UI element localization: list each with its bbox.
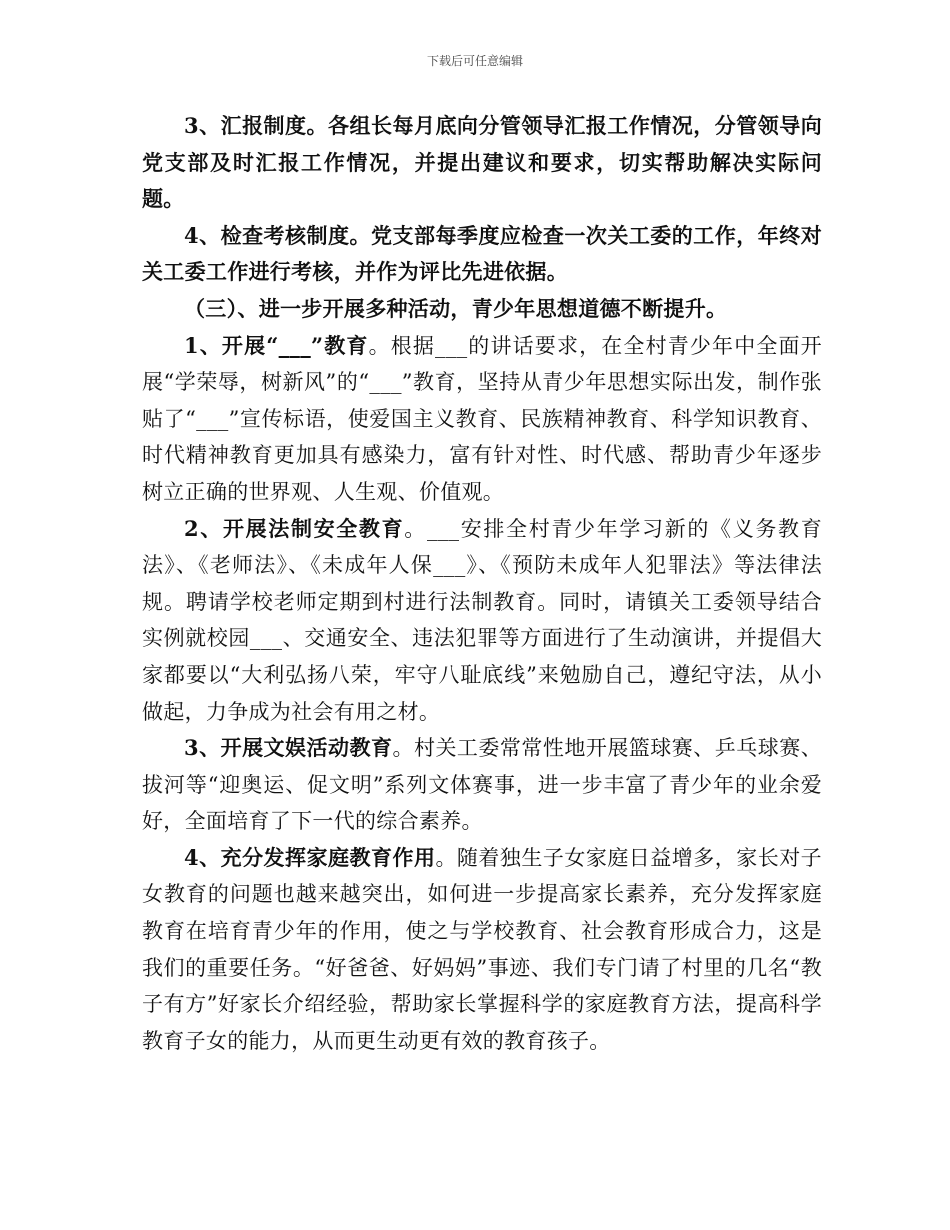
paragraph-legal-education: [142, 511, 822, 731]
paragraph-recreation-education: [142, 730, 822, 840]
document-body: [142, 108, 822, 1059]
paragraph-heading: 2、开展法制安全教育: [184, 515, 405, 541]
paragraph-text: 3、汇报制度。各组长每月底向分管领导汇报工作情况，分管领导向党支部及时汇报工作情况，并提出建议和要求，切实帮助解决实际问题。: [142, 113, 822, 212]
section-heading-text: （三）、进一步开展多种活动，青少年思想道德不断提升。: [184, 295, 728, 321]
paragraph-heading: 1、开展“___”教育: [184, 332, 369, 358]
paragraph-family-education: [142, 840, 822, 1060]
paragraph-text: 。___安排全村青少年学习新的《义务教育法》、《老师法》、《未成年人保___》、《预防未成年人犯罪法》等法律法规。聘请学校老师定期到村进行法制教育。同时，请镇关工委领导结合实例就校园___、交通安全、违法犯罪等方面进行了生动演讲，并提倡大家都要以“大利弘扬八荣，牢守八耻底线”来勉励自己，遵纪守法，从小做起，力争成为社会有用之材。: [142, 516, 822, 724]
paragraph-heading: 3、开展文娱活动教育: [184, 735, 393, 761]
paragraph-heading: 4、充分发挥家庭教育作用: [184, 844, 436, 870]
paragraph-text: 。随着独生子女家庭日益增多，家长对子女教育的问题也越来越突出，如何进一步提高家长素养，充分发挥家庭教育在培育青少年的作用，使之与学校教育、社会教育形成合力，这是我们的重要任务。“好爸爸、好妈妈”事迹、我们专门请了村里的几名“教子有方”好家长介绍经验，帮助家长掌握科学的家庭教育方法，提高科学教育子女的能力，从而更生动更有效的教育孩子。: [142, 845, 822, 1053]
paragraph-inspection-system: [142, 218, 822, 291]
paragraph-reporting-system: [142, 108, 822, 218]
paragraph-text: 4、检查考核制度。党支部每季度应检查一次关工委的工作，年终对关工委工作进行考核，并作为评比先进依据。: [142, 222, 822, 285]
page-header: 下载后可任意编辑: [426, 54, 523, 68]
paragraph-text: 。根据___的讲话要求，在全村青少年中全面开展“学荣辱，树新风”的“___”教育，坚持从青少年思想实际出发，制作张贴了“___”宣传标语，使爱国主义教育、民族精神教育、科学知识教育、时代精神教育更加具有感染力，富有针对性、时代感、帮助青少年逐步树立正确的世界观、人生观、价值观。: [142, 333, 822, 504]
paragraph-moral-education: [142, 328, 822, 511]
section-heading-three: [142, 291, 822, 328]
paragraph-text: 。村关工委常常性地开展篮球赛、乒乓球赛、拔河等“迎奥运、促文明”系列文体赛事，进一步丰富了青少年的业余爱好，全面培育了下一代的综合素养。: [142, 736, 822, 834]
